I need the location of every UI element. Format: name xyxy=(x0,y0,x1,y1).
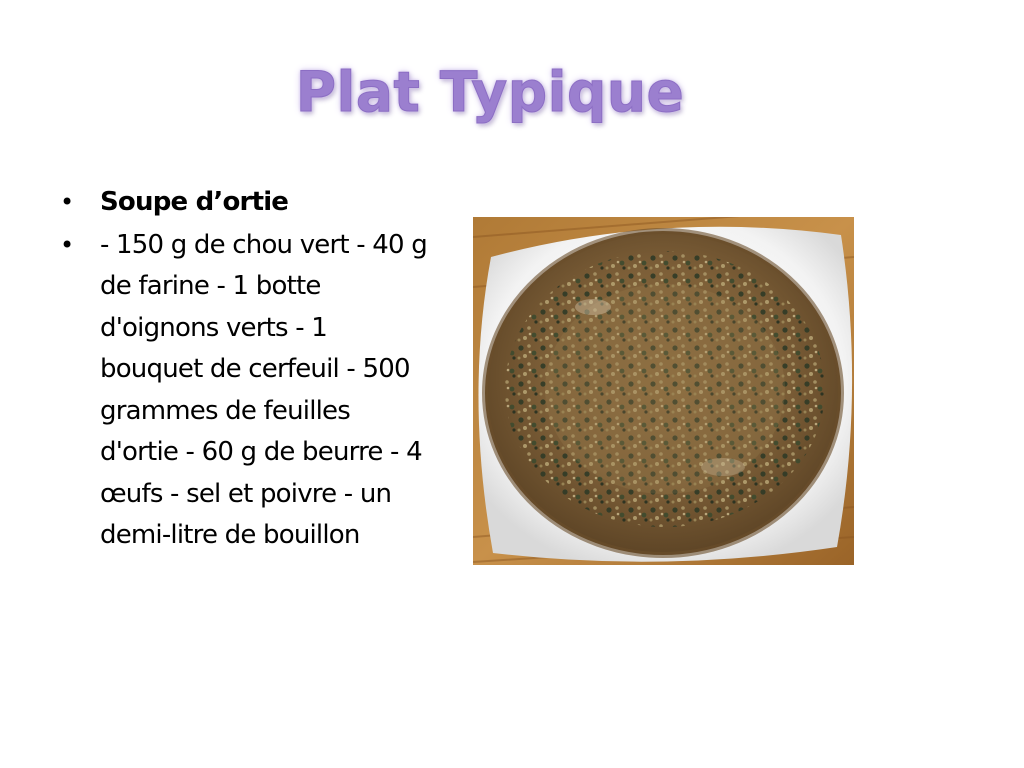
list-item xyxy=(54,225,434,557)
ingredients-text: - 150 g de chou vert - 40 g de farine - 1 botte d'oignons verts - 1 bouquet de cerfeuil - 500 grammes de feuilles d'ortie - 60 g de beurre - 4 œufs - sel et poivre - un demi-litre de bouillon xyxy=(100,229,427,550)
bullet-icon: • xyxy=(60,230,74,259)
bullet-list xyxy=(54,182,434,558)
soup-photo xyxy=(473,217,854,565)
list-item xyxy=(54,182,434,224)
dish-name: Soupe d’ortie xyxy=(100,187,289,217)
slide-title: Plat Typique xyxy=(295,60,685,124)
bullet-icon: • xyxy=(60,188,74,216)
